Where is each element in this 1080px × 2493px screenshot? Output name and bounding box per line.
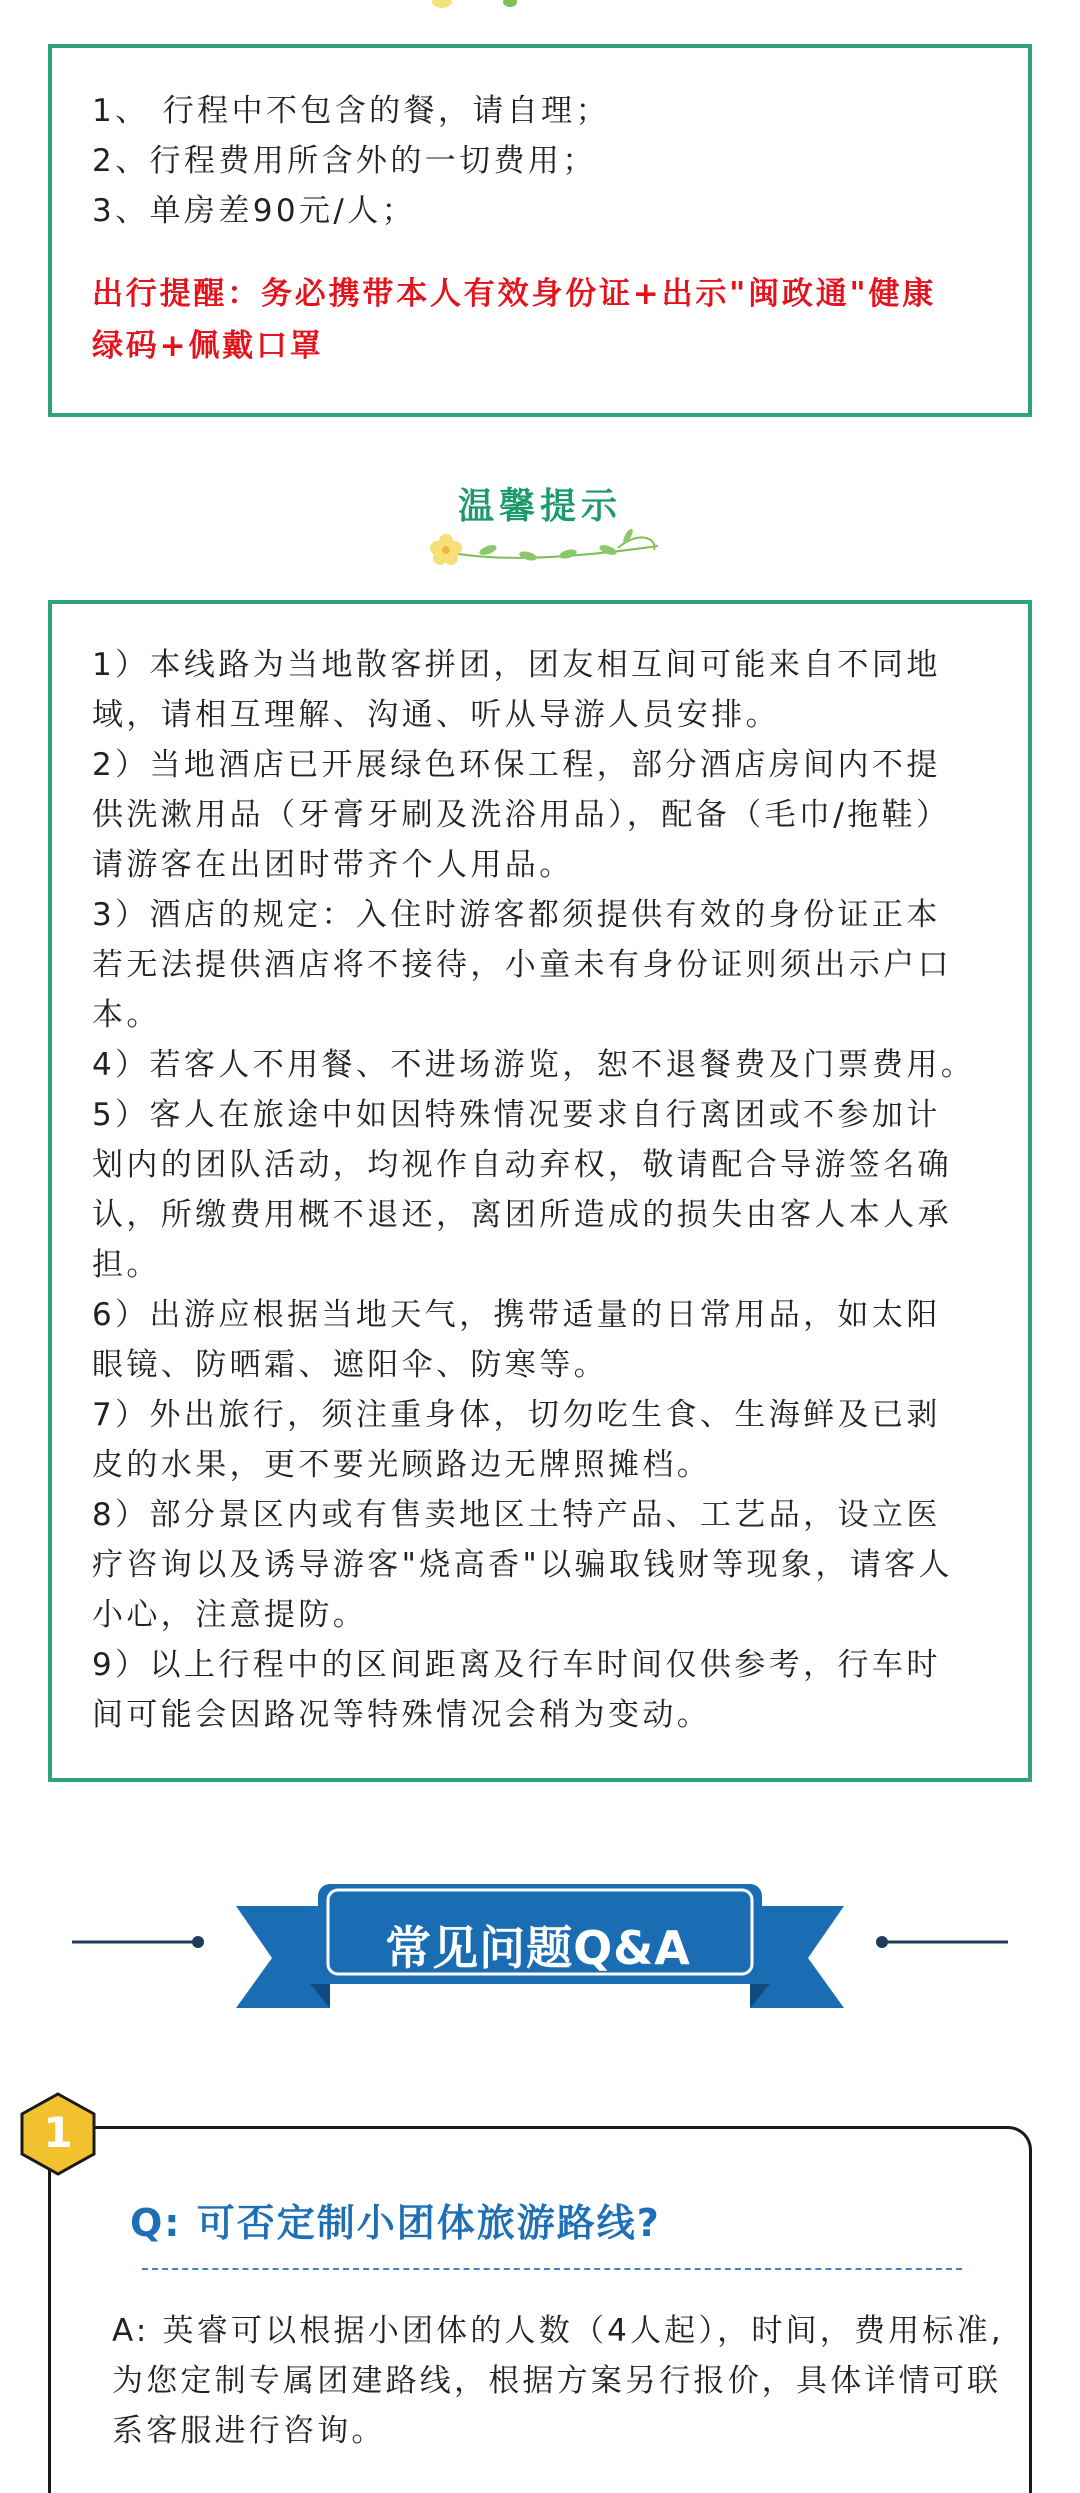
answer-line: A: 英睿可以根据小团体的人数（4人起），时间，费用标准, bbox=[112, 2313, 1004, 2349]
tip-line: 9）以上行程中的区间距离及行车时间仅供参考，行车时 bbox=[92, 1647, 941, 1683]
faq-number: 1 bbox=[43, 2108, 73, 2157]
reminder-line: 绿码+佩戴口罩 bbox=[92, 328, 324, 364]
tip-line: 3）酒店的规定：入住时游客都须提供有效的身份证正本 bbox=[92, 897, 941, 933]
tip-line: 划内的团队活动，均视作自动弃权，敬请配合导游签名确 bbox=[92, 1147, 952, 1183]
exclusion-item: 3、单房差90元/人； bbox=[92, 193, 417, 229]
exclusion-item: 1、 行程中不包含的餐，请自理； bbox=[92, 93, 610, 129]
tips-title: 温馨提示 bbox=[457, 486, 622, 527]
tip-line: 认，所缴费用概不退还，离团所造成的损失由客人本人承 bbox=[92, 1197, 952, 1233]
tip-line: 担。 bbox=[92, 1247, 161, 1283]
dashed-divider bbox=[142, 2268, 962, 2270]
tip-line: 5）客人在旅途中如因特殊情况要求自行离团或不参加计 bbox=[92, 1097, 941, 1133]
tip-line: 域，请相互理解、沟通、听从导游人员安排。 bbox=[92, 697, 780, 733]
flower-vine-icon bbox=[418, 520, 668, 570]
tip-line: 供洗漱用品（牙膏牙刷及洗浴用品），配备（毛巾/拖鞋） bbox=[92, 797, 951, 833]
tip-line: 6）出游应根据当地天气，携带适量的日常用品，如太阳 bbox=[92, 1297, 941, 1333]
tip-line: 7）外出旅行，须注重身体，切勿吃生食、生海鲜及已剥 bbox=[92, 1397, 941, 1433]
exclusion-item: 2、行程费用所含外的一切费用； bbox=[92, 143, 597, 179]
tip-line: 请游客在出团时带齐个人用品。 bbox=[92, 847, 574, 883]
tip-line: 1）本线路为当地散客拼团，团友相互间可能来自不同地 bbox=[92, 647, 941, 683]
tip-line: 4）若客人不用餐、不进场游览，恕不退餐费及门票费用。 bbox=[92, 1047, 976, 1083]
exclusions-box bbox=[48, 44, 1032, 417]
faq-answer bbox=[112, 2306, 1004, 2456]
faq-question: Q: 可否定制小团体旅游路线? bbox=[130, 2201, 661, 2245]
leaf-decoration-icon bbox=[410, 0, 570, 16]
tip-line: 8）部分景区内或有售卖地区土特产品、工艺品，设立医 bbox=[92, 1497, 941, 1533]
tip-line: 2）当地酒店已开展绿色环保工程，部分酒店房间内不提 bbox=[92, 747, 941, 783]
tips-box bbox=[48, 600, 1032, 1782]
answer-line: 为您定制专属团建路线，根据方案另行报价，具体详情可联 bbox=[112, 2363, 1002, 2399]
tip-line: 若无法提供酒店将不接待，小童未有身份证则须出示户口 bbox=[92, 947, 952, 983]
faq-title: 常见问题Q&A bbox=[385, 1921, 691, 1975]
reminder-line: 出行提醒：务必携带本人有效身份证+出示"闽政通"健康 bbox=[92, 276, 937, 312]
tip-line: 皮的水果，更不要光顾路边无牌照摊档。 bbox=[92, 1447, 712, 1483]
travel-reminder bbox=[92, 268, 986, 372]
tip-line: 本。 bbox=[92, 997, 161, 1033]
tip-line: 疗咨询以及诱导游客"烧高香"以骗取钱财等现象，请客人 bbox=[92, 1547, 953, 1583]
tip-line: 间可能会因路况等特殊情况会稍为变动。 bbox=[92, 1697, 712, 1733]
tip-line: 小心，注意提防。 bbox=[92, 1597, 368, 1633]
tip-line: 眼镜、防晒霜、遮阳伞、防寒等。 bbox=[92, 1347, 608, 1383]
answer-line: 系客服进行咨询。 bbox=[112, 2413, 386, 2449]
